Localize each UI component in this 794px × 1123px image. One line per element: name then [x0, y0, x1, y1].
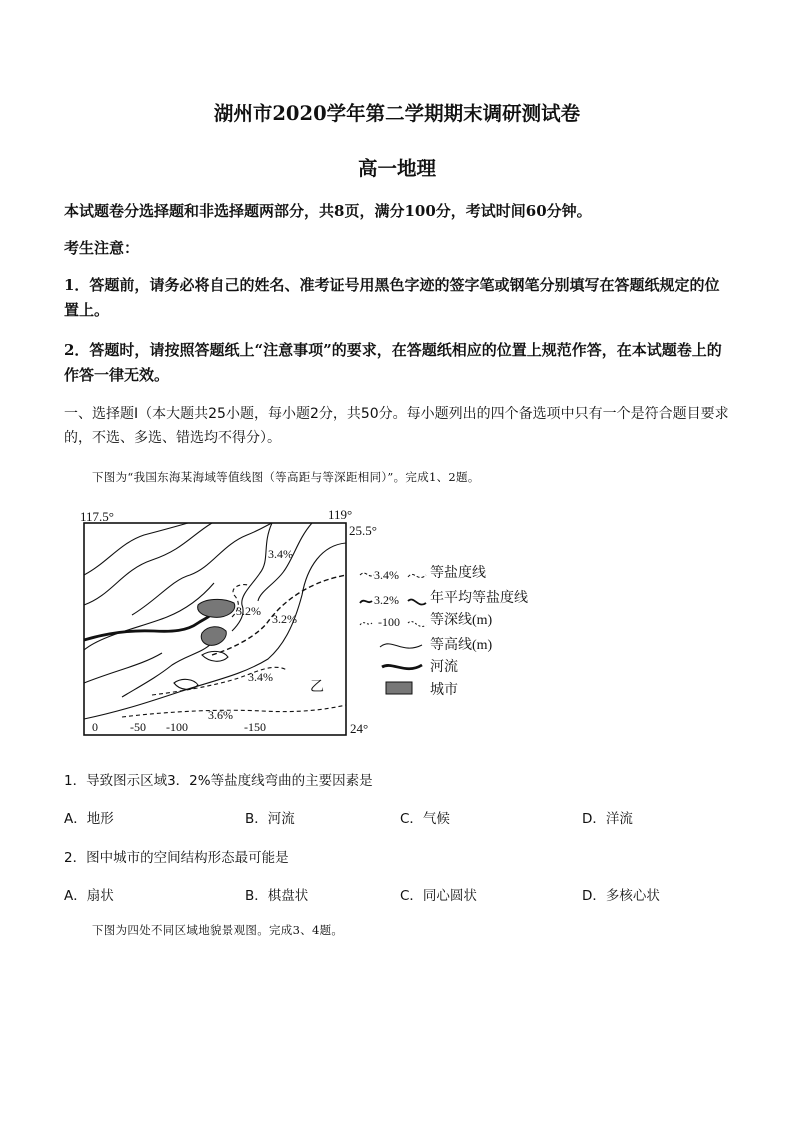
- notice-item-2: 2．答题时，请按照答题纸上“注意事项”的要求，在答题纸相应的位置上规范作答，在本试题卷上的作答一律无效。: [64, 341, 722, 384]
- legend-label: 河流: [430, 660, 458, 675]
- salinity-label: 3.2%: [236, 604, 261, 618]
- legend-salinity-symbol: [360, 573, 374, 576]
- lon-right-label: 119°: [328, 507, 353, 522]
- figure-intro: 下图为“我国东海某海域等值线图（等高距与等深距相同）”。完成1、2题。: [92, 470, 480, 484]
- exam-info: 本试题卷分选择题和非选择题两部分，共8页，满分100分，考试时间60分钟。: [64, 202, 592, 220]
- salinity-label: 3.4%: [268, 547, 293, 561]
- legend-city-symbol: [386, 682, 412, 694]
- legend-sample: 3.4%: [374, 568, 399, 582]
- question-2-option-c[interactable]: C．同心圆状: [400, 888, 477, 904]
- legend-annual-symbol: [360, 601, 372, 603]
- section-heading: 一、选择题Ⅰ（本大题共25小题，每小题2分，共50分。每小题列出的四个备选项中只有一个是符合题目要求的，不选、多选、错选均不得分）。: [64, 406, 729, 446]
- lat-bottom-label: 24°: [350, 721, 369, 736]
- legend-label: 等高线(m): [430, 638, 493, 653]
- question-1-option-a[interactable]: A．地形: [64, 811, 114, 827]
- contour-line: [84, 523, 212, 605]
- contour-line: [84, 583, 214, 650]
- legend-depth-symbol: [360, 623, 372, 625]
- depth-label: -150: [244, 720, 266, 734]
- estuary-island: [202, 651, 228, 661]
- legend-sample: 3.2%: [374, 593, 399, 607]
- salinity-label: 3.6%: [208, 708, 233, 722]
- exam-subtitle: 高一地理: [357, 157, 436, 180]
- estuary-island: [174, 679, 198, 689]
- legend-label: 城市: [430, 683, 458, 698]
- question-2-option-b[interactable]: B．棋盘状: [245, 888, 309, 904]
- notice-heading: 考生注意：: [64, 239, 140, 257]
- legend-river-symbol: [382, 665, 422, 669]
- salinity-label: 3.2%: [272, 612, 297, 626]
- legend-contour-symbol: [380, 644, 422, 648]
- salinity-label: 3.4%: [248, 670, 273, 684]
- city-area: [201, 627, 226, 646]
- contour-line: [132, 523, 272, 615]
- depth-label: -50: [130, 720, 146, 734]
- coast-line: [258, 523, 312, 601]
- map-legend: [360, 564, 528, 698]
- coast-line: [122, 643, 212, 697]
- question-1-option-c[interactable]: C．气候: [400, 811, 450, 827]
- isoline-map: [62, 505, 562, 745]
- zone-label: 乙: [310, 680, 324, 695]
- question-2-stem: 2．图中城市的空间结构形态最可能是: [64, 850, 289, 866]
- question-1-stem: 1．导致图示区域3．2%等盐度线弯曲的主要因素是: [64, 773, 373, 789]
- question-2-option-a[interactable]: A．扇状: [64, 888, 114, 904]
- salinity-line: [122, 705, 346, 717]
- question-1-option-d[interactable]: D．洋流: [582, 811, 633, 827]
- figure2-intro: 下图为四处不同区域地貌景观图。完成3、4题。: [92, 923, 344, 937]
- lat-top-label: 25.5°: [349, 523, 377, 538]
- lon-left-label: 117.5°: [80, 509, 114, 524]
- question-1-option-b[interactable]: B．河流: [245, 811, 295, 827]
- depth-label: -100: [166, 720, 188, 734]
- question-2-option-d[interactable]: D．多核心状: [582, 888, 660, 904]
- legend-sample: -100: [378, 615, 400, 629]
- contour-line: [84, 653, 162, 683]
- exam-title: 湖州市2020学年第二学期期末调研测试卷: [213, 102, 581, 125]
- legend-label: 年平均等盐度线: [430, 591, 528, 606]
- legend-label: 等盐度线: [430, 566, 486, 581]
- city-area: [198, 599, 235, 617]
- legend-label: 等深线(m): [430, 613, 493, 628]
- notice-item-1: 1．答题前，请务必将自己的姓名、准考证号用黑色字迹的签字笔或钢笔分别填写在答题纸规定的位置上。: [64, 276, 720, 319]
- river: [84, 613, 212, 640]
- depth-label: 0: [92, 720, 98, 734]
